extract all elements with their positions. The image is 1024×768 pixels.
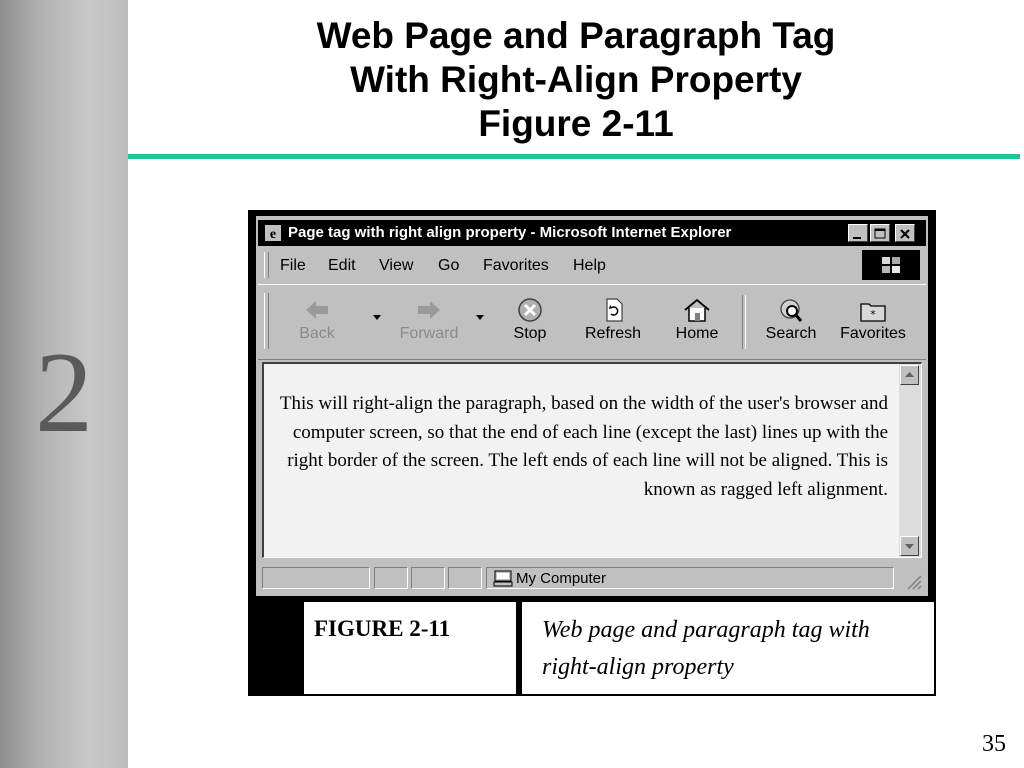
windows-logo-icon: [862, 250, 920, 280]
figure-caption-label: FIGURE 2-11: [314, 616, 451, 641]
chapter-sidebar: [0, 0, 128, 768]
menu-edit[interactable]: Edit: [328, 257, 356, 274]
internet-explorer-icon: [264, 224, 282, 242]
svg-text:*: *: [870, 308, 876, 321]
status-zone-label: My Computer: [516, 570, 607, 587]
refresh-icon: [598, 297, 628, 323]
scroll-down-icon: [901, 537, 918, 555]
status-text-pane: [262, 567, 370, 589]
back-dropdown-icon[interactable]: [373, 315, 381, 320]
home-label: Home: [675, 325, 719, 342]
status-pane: [448, 567, 482, 589]
home-button[interactable]: [660, 293, 734, 353]
favorites-label: Favorites: [840, 325, 906, 342]
menu-file[interactable]: File: [280, 257, 306, 274]
home-icon: [682, 297, 712, 323]
forward-button[interactable]: [392, 293, 466, 353]
scroll-up-icon: [901, 366, 918, 384]
resize-grip-icon[interactable]: [904, 572, 922, 590]
search-button[interactable]: [754, 293, 828, 353]
menu-go[interactable]: Go: [438, 257, 460, 274]
toolbar-separator: [742, 295, 746, 349]
refresh-label: Refresh: [584, 325, 642, 342]
stop-label: Stop: [513, 325, 547, 342]
menu-help[interactable]: Help: [573, 257, 606, 274]
browser-window: [256, 216, 928, 596]
page-content-area[interactable]: [262, 362, 922, 558]
maximize-icon: [871, 226, 889, 242]
caption-label-box: [304, 602, 516, 694]
title-divider: [128, 154, 1020, 159]
slide-title: [128, 14, 1024, 146]
menu-grip[interactable]: [264, 252, 269, 278]
favorites-icon: [858, 297, 888, 323]
status-pane: [374, 567, 408, 589]
status-pane: [411, 567, 445, 589]
search-icon: [776, 297, 806, 323]
toolbar-grip[interactable]: [264, 293, 269, 349]
maximize-button[interactable]: [870, 224, 890, 242]
caption-text-box: [522, 602, 934, 694]
minimize-icon: [849, 226, 867, 242]
close-button[interactable]: [895, 224, 915, 242]
slide-title-line-1: Web Page and Paragraph Tag: [316, 15, 836, 56]
forward-dropdown-icon[interactable]: [476, 315, 484, 320]
stop-button[interactable]: [493, 293, 567, 353]
refresh-button[interactable]: [576, 293, 650, 353]
vertical-scrollbar[interactable]: [899, 364, 921, 557]
back-arrow-icon: [302, 297, 332, 323]
favorites-button[interactable]: [836, 293, 910, 353]
scroll-up-button[interactable]: [900, 365, 919, 385]
browser-titlebar[interactable]: [258, 220, 926, 246]
back-button[interactable]: [280, 293, 354, 353]
browser-window-title: Page tag with right align property - Microsoft Internet Explorer: [288, 224, 732, 241]
search-label: Search: [765, 325, 817, 342]
stop-icon: [515, 297, 545, 323]
forward-arrow-icon: [414, 297, 444, 323]
minimize-button[interactable]: [848, 224, 868, 242]
menu-bar: [258, 248, 926, 282]
svg-text:e: e: [269, 227, 277, 242]
slide-title-line-3: Figure 2-11: [478, 103, 674, 144]
slide-title-line-2: With Right-Align Property: [350, 59, 802, 100]
close-icon: [896, 226, 914, 242]
status-bar: [258, 564, 926, 592]
computer-icon: [493, 570, 513, 587]
chapter-number: 2: [35, 329, 93, 457]
figure-caption-text: Web page and paragraph tag with right-align property: [542, 617, 870, 680]
page-number: 35: [982, 731, 1006, 757]
scroll-down-button[interactable]: [900, 536, 919, 556]
menu-view[interactable]: View: [379, 257, 414, 274]
figure-frame: [248, 210, 936, 696]
menu-favorites[interactable]: Favorites: [483, 257, 549, 274]
toolbar: [258, 284, 926, 360]
back-label: Back: [299, 325, 335, 342]
forward-label: Forward: [399, 325, 459, 342]
right-aligned-paragraph: This will right-align the paragraph, based on the width of the user's browser and computer screen, so that the end of each line (except the last) lines up with the right border of the screen. The left ends of each line will not be aligned. This is known as ragged left alignment.: [279, 393, 888, 500]
